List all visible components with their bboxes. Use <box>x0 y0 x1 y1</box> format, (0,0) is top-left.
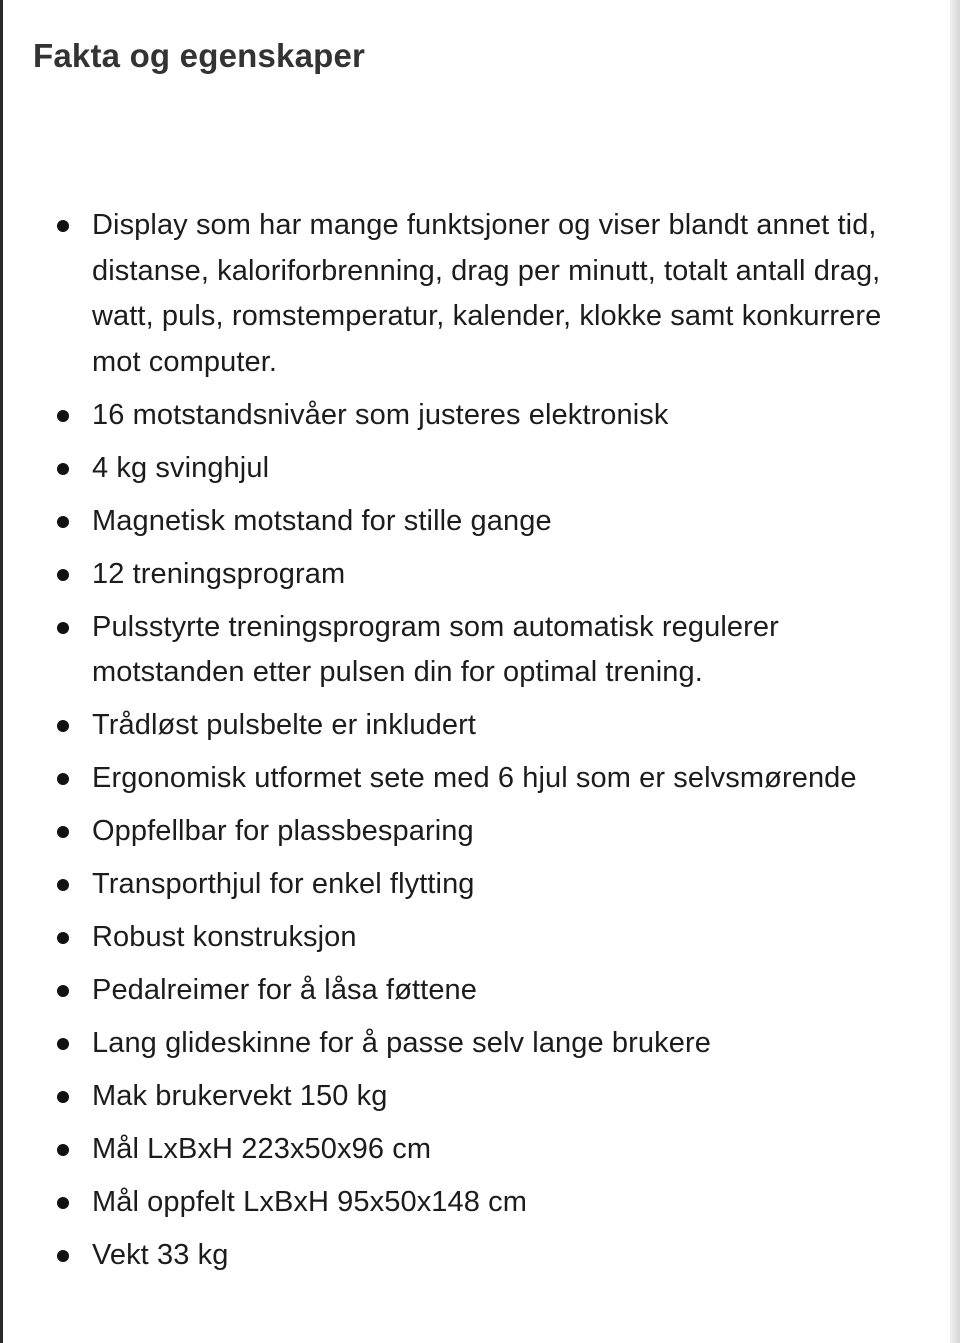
bullet-icon <box>57 622 69 634</box>
bullet-icon <box>57 826 69 838</box>
list-item-text: Trådløst pulsbelte er inkludert <box>92 709 477 741</box>
list-item-text: 4 kg svinghjul <box>92 451 270 484</box>
list-item <box>0 1180 950 1226</box>
list-item-text: Ergonomisk utformet sete med 6 hjul som er selvsmørende <box>92 762 857 794</box>
bullet-icon <box>57 569 69 581</box>
list-item-text: Pedalreimer for å låsa føttene <box>92 974 478 1006</box>
list-item <box>0 203 950 385</box>
list-item-text: Transporthjul for enkel flytting <box>92 868 475 900</box>
bullet-icon <box>57 1091 69 1103</box>
scrollbar-track[interactable] <box>950 0 960 1343</box>
bullet-icon <box>57 1144 69 1156</box>
list-item <box>0 1127 950 1173</box>
list-item-text: Robust konstruksjon <box>92 921 357 953</box>
list-item <box>0 968 950 1014</box>
bullet-icon <box>57 985 69 997</box>
bullet-icon <box>57 463 69 475</box>
list-item-text: 12 treningsprogram <box>92 557 346 590</box>
list-item-text: Vekt 33 kg <box>92 1239 229 1271</box>
list-item-text: Pulsstyrte treningsprogram som automatisk regulerer motstanden etter pulsen din for optimal trening. <box>92 610 779 688</box>
bullet-icon <box>57 773 69 785</box>
list-item-text: Magnetisk motstand for stille gange <box>92 504 552 537</box>
list-item-text: Mål LxBxH 223x50x96 cm <box>92 1133 432 1165</box>
section-title: Fakta og egenskaper <box>33 37 366 74</box>
list-item <box>0 862 950 908</box>
list-item <box>0 703 950 749</box>
bullet-icon <box>57 220 69 232</box>
list-item-text: 16 motstandsnivåer som justeres elektronisk <box>92 398 669 431</box>
list-item <box>0 499 950 545</box>
list-item <box>0 552 950 598</box>
list-item <box>0 915 950 961</box>
list-item-text: Mak brukervekt 150 kg <box>92 1080 388 1112</box>
bullet-icon <box>57 1038 69 1050</box>
list-item <box>0 605 950 696</box>
list-item-text: Lang glideskinne for å passe selv lange brukere <box>92 1027 711 1059</box>
feature-list <box>0 203 950 1286</box>
list-item-text: Mål oppfelt LxBxH 95x50x148 cm <box>92 1186 527 1218</box>
bullet-icon <box>57 879 69 891</box>
bullet-icon <box>57 932 69 944</box>
list-item-text: Oppfellbar for plassbesparing <box>92 815 474 847</box>
list-item-text: Display som har mange funktsjoner og viser blandt annet tid, distanse, kaloriforbrenning, drag per minutt, totalt antall drag, watt, puls, romstemperatur, kalender, klokke samt konkurrere mot computer. <box>92 209 882 378</box>
list-item <box>0 1074 950 1120</box>
list-item <box>0 809 950 855</box>
bullet-icon <box>57 410 69 422</box>
list-item <box>0 393 950 439</box>
bullet-icon <box>57 1250 69 1262</box>
list-item <box>0 446 950 492</box>
list-item <box>0 756 950 802</box>
bullet-icon <box>57 1197 69 1209</box>
bullet-icon <box>57 516 69 528</box>
bullet-icon <box>57 720 69 732</box>
list-item <box>0 1233 950 1279</box>
list-item <box>0 1021 950 1067</box>
